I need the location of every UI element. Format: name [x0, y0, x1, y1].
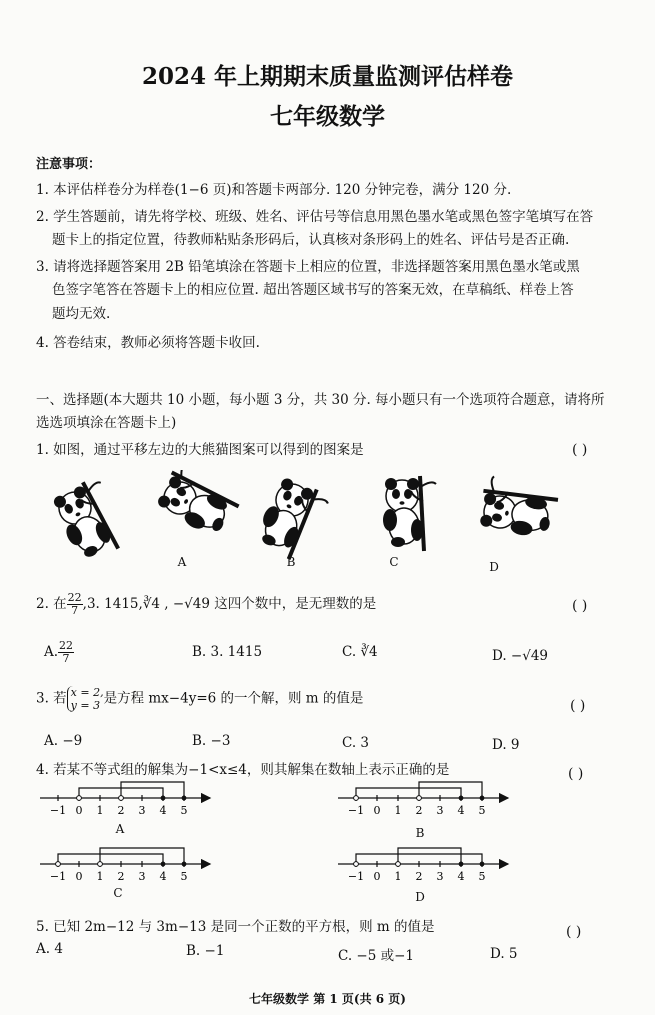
q1-label-c: C [389, 555, 399, 569]
q4-stem: 4. 若某不等式组的解集为−1<x≤4，则其解集在数轴上表示正确的是 [36, 762, 450, 778]
q4-label-d: D [415, 890, 425, 904]
notice-item-3-cont: 色签字笔答在答题卡上的相应位置. 超出答题区域书写的答案无效，在草稿纸、样卷上答 [52, 282, 574, 298]
q3-system-line-1: x = 2, [70, 686, 104, 699]
q1-label-b: B [286, 555, 296, 569]
endpoint-marker [396, 862, 401, 867]
q2-option-a-prefix: A. [44, 644, 59, 660]
q5-option-d: D. 5 [490, 946, 518, 962]
page-subtitle: 七年级数学 [270, 103, 385, 130]
q5-answer-paren: ( ) [566, 924, 582, 940]
q2-option-d: D. −√49 [492, 648, 549, 664]
q3-stem [36, 686, 363, 712]
axis-tick-label: 2 [415, 870, 423, 883]
q1-stem: 1. 如图，通过平移左边的大熊猫图案可以得到的图案是 [36, 442, 364, 458]
q5-option-c: C. −5 或−1 [338, 948, 415, 964]
axis-tick-label: −1 [347, 870, 365, 883]
q4-answer-paren: ( ) [568, 766, 584, 782]
q3-option-d: D. 9 [492, 737, 520, 753]
q2-option-a-den: 7 [62, 652, 70, 665]
endpoint-marker [459, 862, 464, 867]
notice-item-3: 3. 请将选择题答案用 2B 铅笔填涂在答题卡上相应的位置，非选择题答案用黑色墨水笔或黑 [36, 259, 580, 275]
q4-number-lines [0, 780, 655, 890]
q3-option-a: A. −9 [44, 733, 83, 749]
axis-tick-label: 0 [373, 870, 381, 883]
axis-tick-label: −1 [49, 870, 67, 883]
panda-original-icon [49, 476, 129, 560]
axis-tick-label: 3 [436, 870, 444, 883]
solution-bracket [121, 782, 184, 798]
axis-tick-label: 3 [436, 804, 444, 817]
q1-answer-paren: ( ) [572, 442, 588, 458]
section-heading: 一、选择题(本大题共 10 小题，每小题 3 分，共 30 分. 每小题只有一个选项符合题意，请将所 [36, 392, 605, 408]
endpoint-marker [459, 796, 464, 801]
endpoint-marker [119, 796, 124, 801]
axis-tick-label: 3 [138, 870, 146, 883]
endpoint-marker [354, 796, 359, 801]
axis-tick-label: 1 [394, 804, 402, 817]
q3-prefix: 3. 若 [36, 690, 67, 707]
q2-option-c: C. ∛4 [342, 644, 378, 660]
endpoint-marker [480, 796, 485, 801]
axis-tick-label: 0 [75, 870, 83, 883]
q4-label-a: A [115, 822, 125, 836]
axis-tick-label: 0 [75, 804, 83, 817]
q2-prefix: 2. 在 [36, 596, 67, 612]
axis-tick-label: 0 [373, 804, 381, 817]
q3-equation-system [67, 686, 104, 712]
axis-tick-label: 4 [457, 804, 465, 817]
q3-text: 是方程 mx−4y=6 的一个解，则 m 的值是 [103, 690, 364, 707]
axis-tick-label: 1 [96, 804, 104, 817]
q1-label-d: D [489, 560, 499, 574]
endpoint-marker [77, 796, 82, 801]
endpoint-marker [161, 796, 166, 801]
q5-stem: 5. 已知 2m−12 与 3m−13 是同一个正数的平方根，则 m 的值是 [36, 919, 435, 935]
q5-option-b: B. −1 [186, 943, 225, 959]
notice-heading: 注意事项： [36, 157, 102, 172]
endpoint-marker [98, 862, 103, 867]
notice-item-3-cont2: 题均无效. [52, 306, 111, 322]
q4-label-c: C [113, 886, 123, 900]
panda-b-icon [252, 474, 332, 560]
axis-tick-label: 2 [117, 870, 125, 883]
axis-tick-label: −1 [49, 804, 67, 817]
section-heading-cont: 选选项填涂在答题卡上) [36, 415, 177, 431]
endpoint-marker [182, 796, 187, 801]
q4-number-line-d [338, 848, 508, 883]
endpoint-marker [480, 862, 485, 867]
q4-label-b: B [415, 826, 425, 840]
axis-tick-label: 5 [180, 870, 188, 883]
q3-answer-paren: ( ) [570, 698, 586, 714]
axis-tick-label: 5 [478, 870, 486, 883]
page-title: 2024 年上期期末质量监测评估样卷 [141, 63, 514, 90]
q2-stem [36, 592, 376, 617]
panda-a-icon [153, 470, 244, 542]
panda-c-icon [383, 476, 436, 551]
q5-option-a: A. 4 [36, 941, 63, 957]
q3-system-line-2: y = 3 [70, 699, 101, 712]
axis-tick-label: 2 [117, 804, 125, 817]
solution-bracket [58, 854, 163, 864]
q3-option-b: B. −3 [192, 733, 231, 749]
q2-frac-den: 7 [71, 604, 79, 617]
q4-number-line-a [40, 782, 210, 817]
axis-tick-label: 4 [457, 870, 465, 883]
axis-tick-label: −1 [347, 804, 365, 817]
axis-tick-label: 4 [159, 804, 167, 817]
notice-item-2: 2. 学生答题前，请先将学校、班级、姓名、评估号等信息用黑色墨水笔或黑色签字笔填写在答 [36, 209, 594, 225]
endpoint-marker [56, 862, 61, 867]
q3-option-c: C. 3 [342, 735, 370, 751]
q2-text: ,3. 1415,∛4 , −√49 这四个数中，是无理数的是 [82, 596, 377, 612]
endpoint-marker [161, 862, 166, 867]
page-footer: 七年级数学 第 1 页(共 6 页) [249, 992, 406, 1006]
endpoint-marker [182, 862, 187, 867]
q2-frac-num: 22 [67, 591, 82, 604]
notice-item-4: 4. 答卷结束，教师必须将答题卡收回. [36, 335, 260, 351]
q1-panda-figures [30, 470, 630, 560]
notice-item-1: 1. 本评估样卷分为样卷(1−6 页)和答题卡两部分. 120 分钟完卷，满分 120 分. [36, 182, 512, 198]
solution-bracket [356, 788, 461, 798]
q2-fraction [67, 592, 83, 617]
panda-d-icon [477, 475, 560, 540]
axis-tick-label: 4 [159, 870, 167, 883]
q2-option-a-fraction [58, 640, 74, 665]
solution-bracket [398, 848, 461, 864]
axis-tick-label: 2 [415, 804, 423, 817]
q2-option-a-num: 22 [59, 639, 74, 652]
solution-bracket [419, 782, 482, 798]
q1-label-a: A [177, 555, 187, 569]
endpoint-marker [354, 862, 359, 867]
q2-option-a [44, 640, 74, 665]
q2-option-b: B. 3. 1415 [192, 644, 263, 660]
endpoint-marker [417, 796, 422, 801]
q2-answer-paren: ( ) [572, 598, 588, 614]
q4-number-line-c [40, 848, 210, 883]
axis-tick-label: 1 [394, 870, 402, 883]
q4-number-line-b [338, 782, 508, 817]
axis-tick-label: 5 [180, 804, 188, 817]
notice-item-2-cont: 题卡上的指定位置，待教师粘贴条形码后，认真核对条形码上的姓名、评估号是否正确. [52, 232, 570, 248]
axis-tick-label: 1 [96, 870, 104, 883]
axis-tick-label: 5 [478, 804, 486, 817]
axis-tick-label: 3 [138, 804, 146, 817]
